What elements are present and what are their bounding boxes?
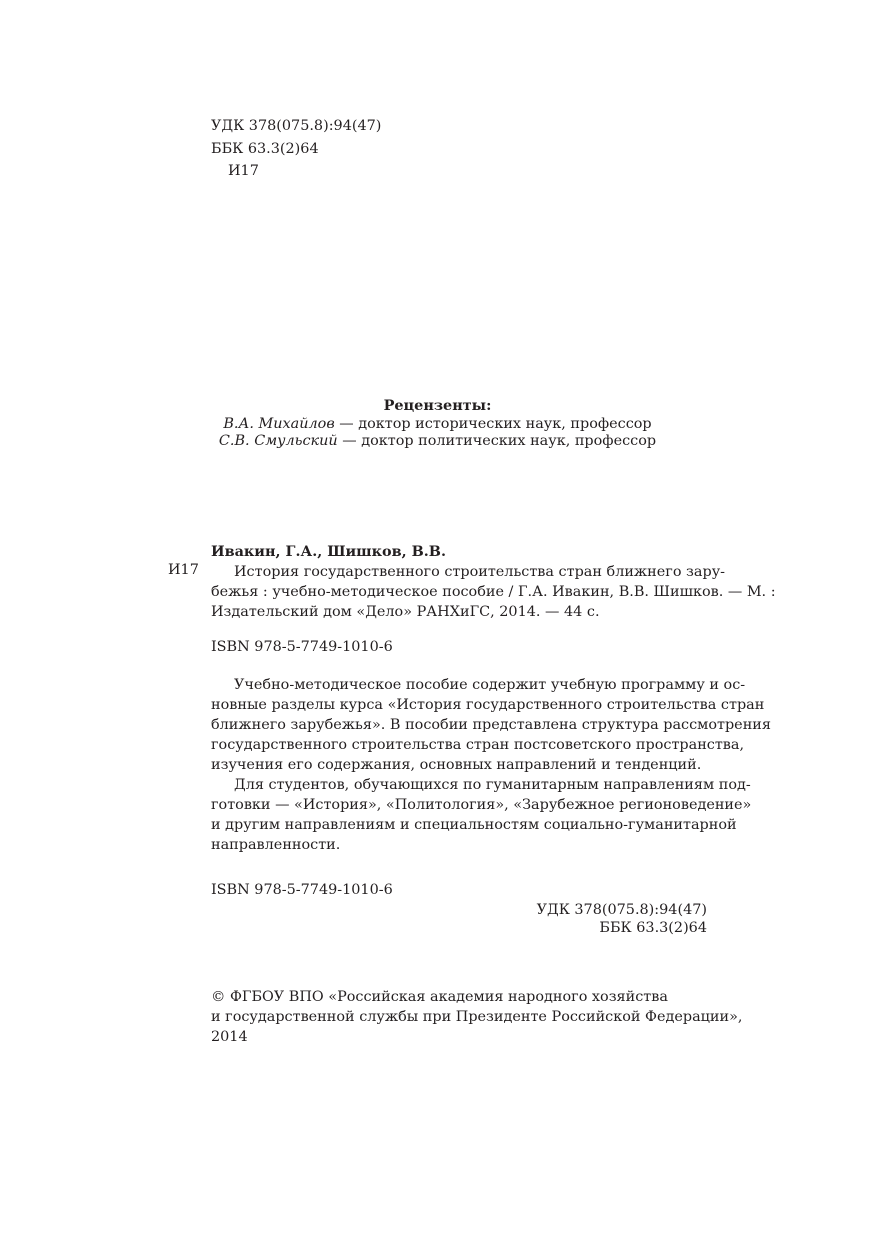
bbk-code: ББК 63.3(2)64 (211, 141, 319, 157)
footer-bbk: ББК 63.3(2)64 (599, 920, 707, 936)
annotation-line: Для студентов, обучающихся по гуманитарным направлениям под- (234, 777, 751, 793)
annotation-line: изучения его содержания, основных направлений и тенденций. (211, 757, 702, 773)
record-isbn: ISBN 978-5-7749-1010-6 (211, 639, 393, 655)
record-description-line: Издательский дом «Дело» РАНХиГС, 2014. — 44 с. (211, 604, 600, 620)
annotation-line: и другим направлениям и специальностям социально-гуманитарной (211, 817, 737, 833)
annotation-line: готовки — «История», «Политология», «Зарубежное регионоведение» (211, 797, 752, 813)
reviewer-description: — доктор исторических наук, профессор (334, 416, 652, 432)
annotation-line: Учебно-методическое пособие содержит учебную программу и ос- (234, 677, 746, 693)
record-author-mark: И17 (168, 562, 199, 578)
copyright-line: 2014 (211, 1029, 248, 1045)
reviewer-name: В.А. Михайлов (223, 416, 335, 432)
annotation-line: новные разделы курса «История государственного строительства стран (211, 697, 765, 713)
footer-isbn: ISBN 978-5-7749-1010-6 (211, 882, 393, 898)
record-description-line: бежья : учебно-методическое пособие / Г.А. Ивакин, В.В. Шишков. — М. : (211, 584, 776, 600)
annotation-line: направленности. (211, 837, 341, 853)
reviewers-heading: Рецензенты: (383, 397, 492, 414)
footer-udk: УДК 378(075.8):94(47) (536, 902, 707, 918)
author-mark: И17 (228, 163, 259, 179)
reviewer-line (0, 417, 875, 431)
reviewer-line (0, 434, 875, 448)
reviewer-name: С.В. Смульский (218, 433, 338, 449)
copyright-line: и государственной службы при Президенте Российской Федерации», (211, 1009, 743, 1025)
udk-code: УДК 378(075.8):94(47) (211, 118, 382, 134)
record-description-line: История государственного строительства стран ближнего зару- (234, 564, 726, 580)
record-authors: Ивакин, Г.А., Шишков, В.В. (211, 543, 446, 560)
reviewer-description: — доктор политических наук, профессор (337, 433, 657, 449)
annotation-line: ближнего зарубежья». В пособии представлена структура рассмотрения (211, 717, 771, 733)
annotation-line: государственного строительства стран постсоветского пространства, (211, 737, 745, 753)
copyright-line: © ФГБОУ ВПО «Российская академия народного хозяйства (211, 989, 668, 1005)
